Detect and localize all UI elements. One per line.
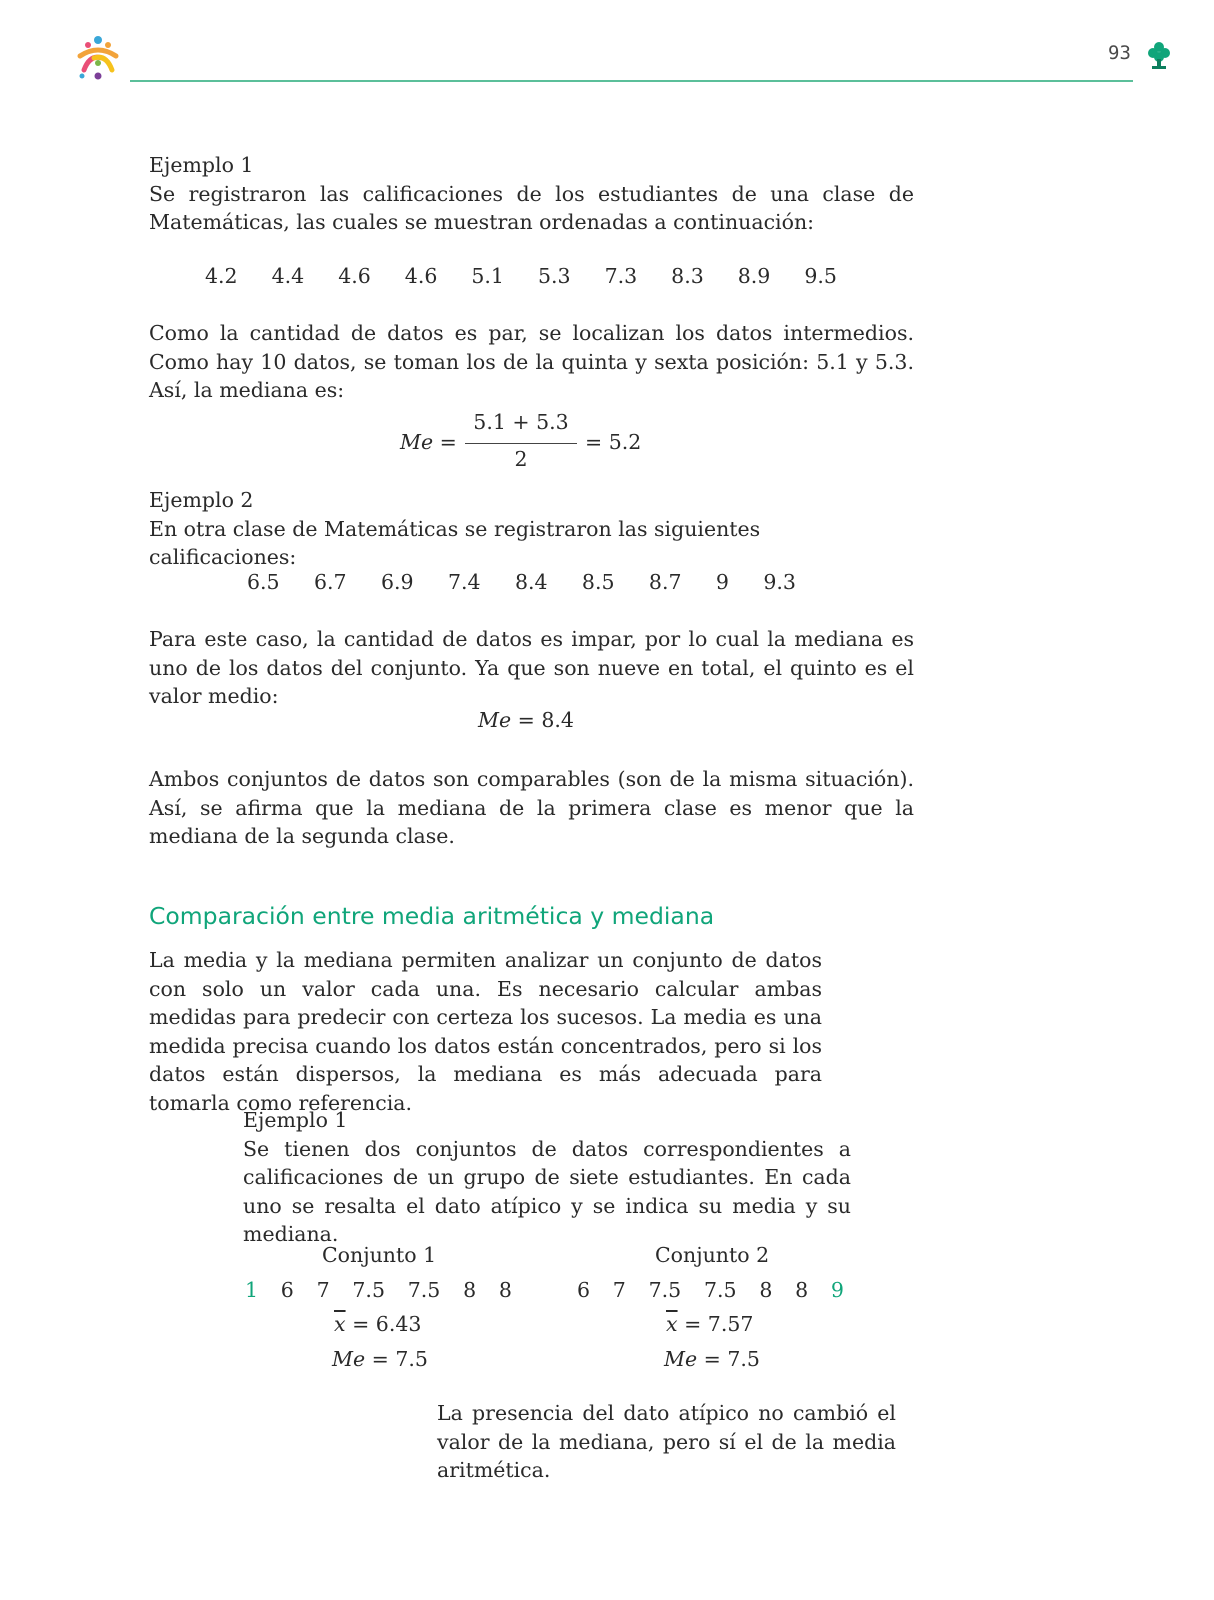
data-value: 8.4 <box>514 570 548 594</box>
example-explanation: Para este caso, la cantidad de datos es impar, por lo cual la mediana es uno de los datos del conjunto. Ya que son nueve en total, el quinto es el valor medio: <box>149 627 914 708</box>
median-symbol: Me <box>664 1347 698 1371</box>
page-number: 93 <box>1108 42 1131 64</box>
data-value: 8.5 <box>581 570 615 594</box>
example-intro: En otra clase de Matemáticas se registraron las siguientes calificaciones: <box>149 516 761 569</box>
formula-result: = 5.2 <box>585 430 642 454</box>
conclusion-paragraph: Ambos conjuntos de datos son comparables (son de la misma situación). Así, se afirma que la mediana de la primera clase es menor que la mediana de la segunda clase. <box>149 767 914 848</box>
set-1-data-row <box>245 1278 512 1302</box>
data-value: 4.6 <box>338 264 371 288</box>
set-2-median <box>664 1347 760 1371</box>
example-title: Ejemplo 2 <box>149 488 254 512</box>
data-value: 6 <box>577 1278 591 1302</box>
fraction-bar <box>465 443 577 444</box>
data-value: 7 <box>612 1278 626 1302</box>
set-1-label: Conjunto 1 <box>322 1243 437 1267</box>
outlier-value: 9 <box>830 1278 844 1302</box>
median-symbol: Me <box>478 708 512 732</box>
section-example-block <box>243 1106 851 1249</box>
data-value: 7.3 <box>604 264 638 288</box>
header-rule <box>130 80 1133 82</box>
equals-sign: = <box>439 430 457 454</box>
green-tree-icon <box>1146 40 1172 70</box>
formula-denominator: 2 <box>514 447 528 471</box>
data-value: 6.7 <box>313 570 347 594</box>
mean-value: = 6.43 <box>352 1312 422 1336</box>
example-explanation: Como la cantidad de datos es par, se localizan los datos intermedios. Como hay 10 datos, se toman los de la quinta y sexta posición: 5.1 y 5.3. Así, la mediana es: <box>149 321 914 402</box>
mean-symbol: $\overline{x}$ <box>666 1312 678 1336</box>
set-2-data-row <box>577 1278 844 1302</box>
data-value: 7.5 <box>352 1278 385 1302</box>
data-value: 7.5 <box>407 1278 441 1302</box>
example-title: Ejemplo 1 <box>149 153 254 177</box>
example-1-block <box>149 151 914 237</box>
data-value: 4.2 <box>205 264 238 288</box>
data-value: 9 <box>715 570 729 594</box>
data-value: 7.5 <box>703 1278 737 1302</box>
mean-symbol: $\overline{x}$ <box>334 1312 346 1336</box>
data-value: 4.6 <box>404 264 438 288</box>
colorful-figure-logo-icon <box>70 32 126 84</box>
median-symbol: Me <box>332 1347 366 1371</box>
formula-lhs <box>400 430 457 454</box>
data-value: 4.4 <box>271 264 305 288</box>
set-2-label: Conjunto 2 <box>655 1243 770 1267</box>
median-symbol: Me <box>400 430 434 454</box>
set-1-median <box>332 1347 428 1371</box>
note-paragraph: La presencia del dato atípico no cambió el valor de la mediana, pero sí el de la media aritmética. <box>437 1401 896 1482</box>
example-intro: Se tienen dos conjuntos de datos correspondientes a calificaciones de un grupo de siete estudiantes. En cada uno se resalta el dato atípico y se indica su media y su mediana. <box>243 1136 851 1246</box>
data-value: 7 <box>316 1278 330 1302</box>
data-value: 8 <box>795 1278 809 1302</box>
data-value: 8 <box>463 1278 477 1302</box>
mean-value: = 7.57 <box>684 1312 754 1336</box>
data-value: 7.4 <box>447 570 481 594</box>
data-value: 8.3 <box>671 264 704 288</box>
set-1-mean <box>334 1312 421 1336</box>
set-2-mean <box>666 1312 753 1336</box>
data-value: 9.5 <box>804 264 837 288</box>
section-paragraph: La media y la mediana permiten analizar un conjunto de datos con solo un valor cada una. Es necesario calcular ambas medidas para predecir con certeza los sucesos. La media es una medida precisa cuando los datos están concentrados, pero si los datos están dispersos, la mediana es más adecuada para tomarla como referencia. <box>149 948 822 1115</box>
example-intro: Se registraron las calificaciones de los estudiantes de una clase de Matemáticas, las cuales se muestran ordenadas a continuación: <box>149 181 914 234</box>
median-value: = 7.5 <box>371 1347 428 1371</box>
data-value: 9.3 <box>763 570 796 594</box>
formula-numerator: 5.1 + 5.3 <box>473 410 569 434</box>
data-value: 6 <box>280 1278 294 1302</box>
section-heading: Comparación entre media aritmética y mediana <box>149 902 715 930</box>
data-value: 7.5 <box>648 1278 682 1302</box>
data-value: 6.9 <box>380 570 414 594</box>
median-formula <box>478 708 574 732</box>
data-value: 8.7 <box>648 570 682 594</box>
median-value: = 8.4 <box>517 708 574 732</box>
data-row <box>205 264 837 288</box>
data-value: 8 <box>498 1278 512 1302</box>
outlier-value: 1 <box>245 1278 259 1302</box>
example-2-block <box>149 486 914 572</box>
data-row <box>247 570 796 594</box>
data-value: 6.5 <box>247 570 280 594</box>
data-value: 5.1 <box>471 264 504 288</box>
median-value: = 7.5 <box>703 1347 760 1371</box>
data-value: 8.9 <box>737 264 771 288</box>
data-value: 8 <box>759 1278 773 1302</box>
example-title: Ejemplo 1 <box>243 1108 348 1132</box>
data-value: 5.3 <box>537 264 571 288</box>
